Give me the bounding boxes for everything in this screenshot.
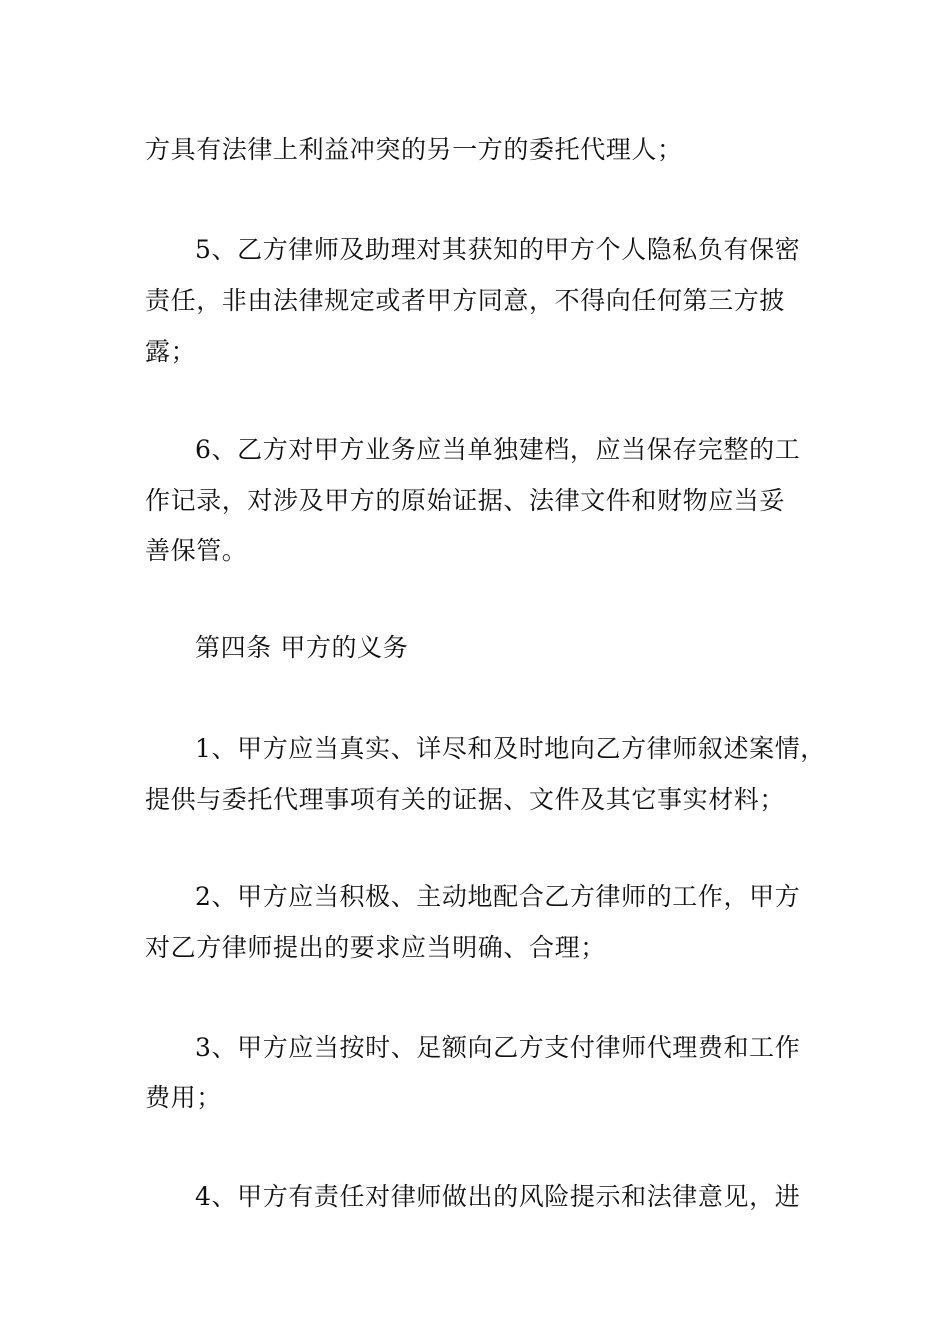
text-line: 提供与委托代理事项有关的证据、文件及其它事实材料； <box>145 785 786 814</box>
text-line: 责任，非由法律规定或者甲方同意，不得向任何第三方披 <box>145 286 786 315</box>
text-line: 3、甲方应当按时、足额向乙方支付律师代理费和工作 <box>195 1033 801 1062</box>
text-line: 对乙方律师提出的要求应当明确、合理； <box>145 933 606 962</box>
text-line: 善保管。 <box>145 536 248 565</box>
section-heading: 第四条 甲方的义务 <box>195 633 409 662</box>
text-line: 1、甲方应当真实、详尽和及时地向乙方律师叙述案情， <box>195 734 826 763</box>
text-line: 方具有法律上利益冲突的另一方的委托代理人； <box>145 135 683 164</box>
text-line: 作记录，对涉及甲方的原始证据、法律文件和财物应当妥 <box>145 486 786 515</box>
text-line: 露； <box>145 337 197 366</box>
text-line: 费用； <box>145 1083 222 1112</box>
text-line: 5、乙方律师及助理对其获知的甲方个人隐私负有保密 <box>195 235 801 264</box>
text-line: 2、甲方应当积极、主动地配合乙方律师的工作，甲方 <box>195 882 801 911</box>
text-line: 4、甲方有责任对律师做出的风险提示和法律意见，进 <box>195 1182 801 1211</box>
text-line: 6、乙方对甲方业务应当单独建档，应当保存完整的工 <box>195 435 801 464</box>
